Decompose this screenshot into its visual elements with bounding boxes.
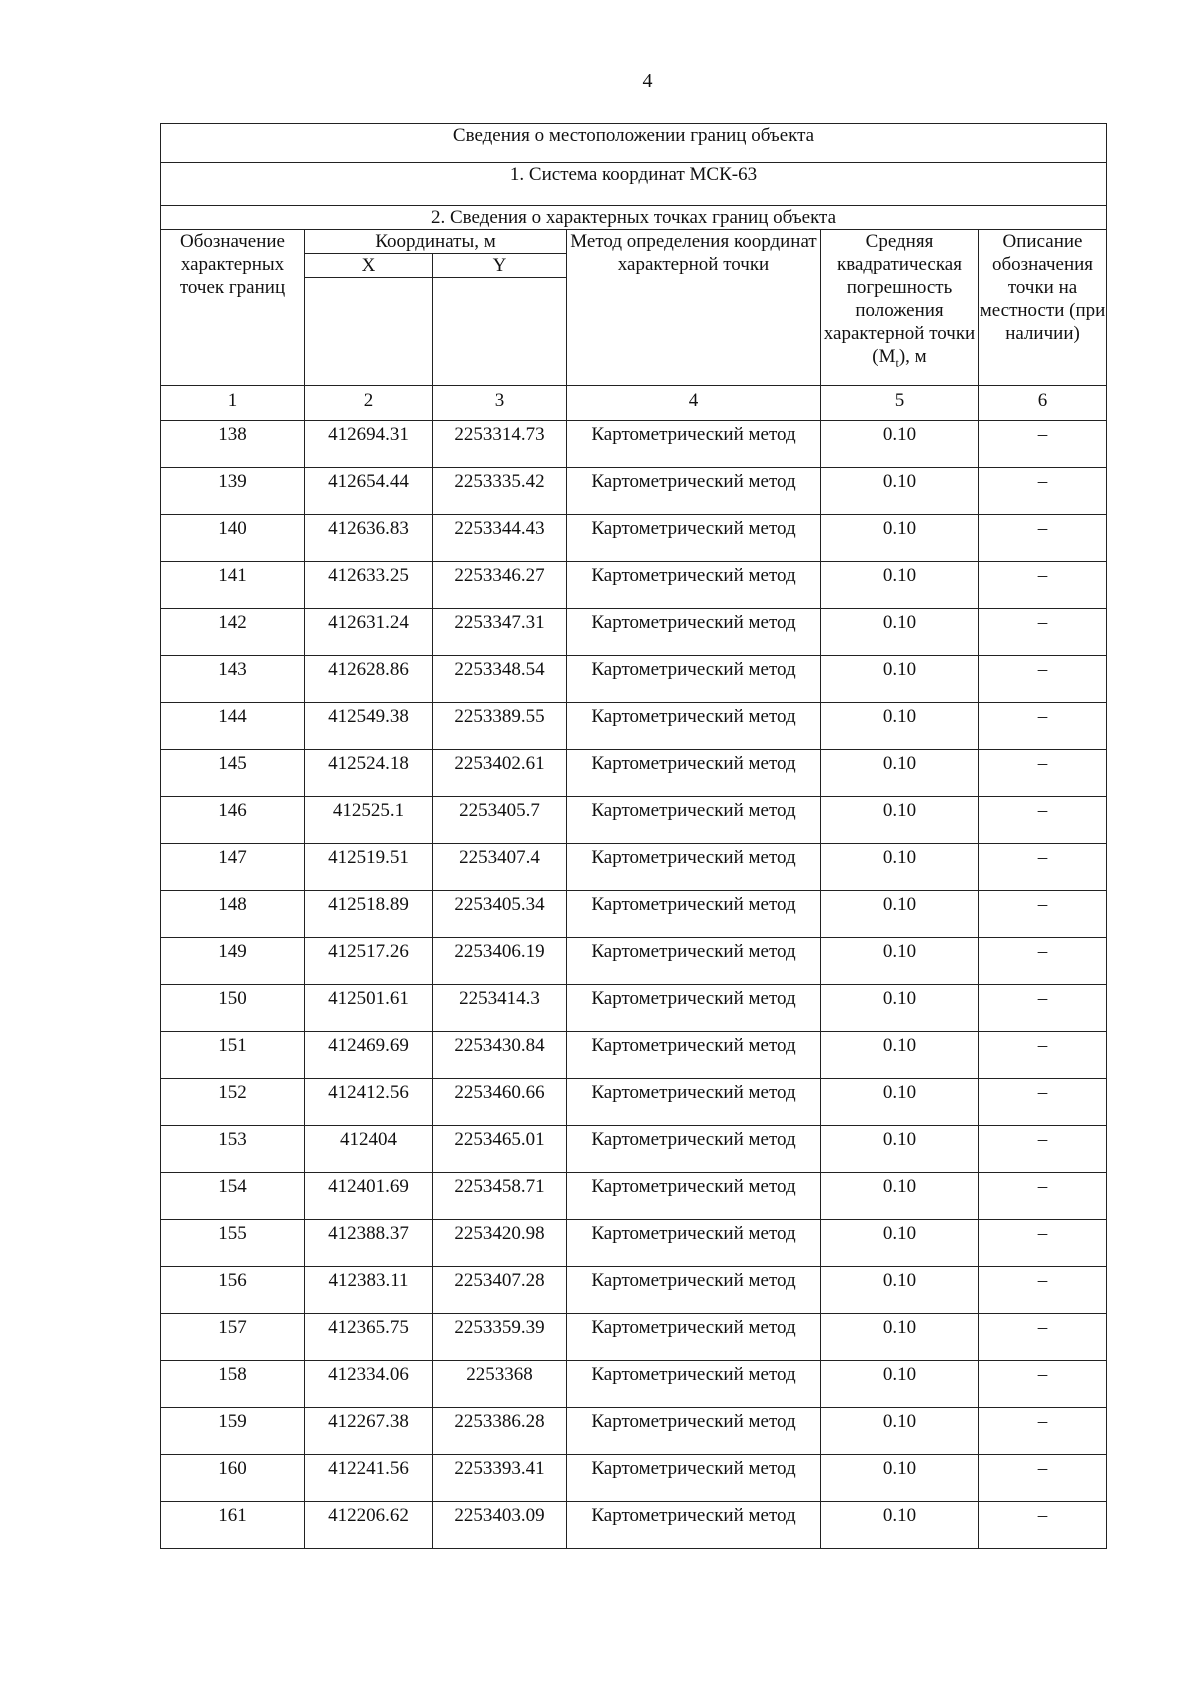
cell-description: – [979,1220,1107,1267]
table-row [161,1455,1107,1502]
header-y-spacer [433,278,567,386]
cell-point-id: 149 [161,938,305,985]
cell-description: – [979,750,1107,797]
cell-coord-x: 412549.38 [305,703,433,750]
cell-coord-y: 2253359.39 [433,1314,567,1361]
table-row [161,703,1107,750]
header-y: Y [433,254,567,278]
cell-error: 0.10 [821,609,979,656]
cell-error: 0.10 [821,656,979,703]
cell-point-id: 152 [161,1079,305,1126]
cell-coord-x: 412365.75 [305,1314,433,1361]
cell-coord-x: 412206.62 [305,1502,433,1549]
cell-method: Картометрический метод [567,938,821,985]
cell-description: – [979,515,1107,562]
cell-point-id: 160 [161,1455,305,1502]
table-row [161,1267,1107,1314]
cell-point-id: 157 [161,1314,305,1361]
cell-coord-x: 412334.06 [305,1361,433,1408]
cell-error: 0.10 [821,1079,979,1126]
cell-coord-y: 2253346.27 [433,562,567,609]
cell-point-id: 145 [161,750,305,797]
header-error-subscript: t [895,355,899,370]
cell-description: – [979,1126,1107,1173]
cell-error: 0.10 [821,844,979,891]
cell-method: Картометрический метод [567,1173,821,1220]
cell-point-id: 150 [161,985,305,1032]
cell-error: 0.10 [821,468,979,515]
cell-coord-x: 412469.69 [305,1032,433,1079]
cell-method: Картометрический метод [567,421,821,468]
cell-coord-x: 412517.26 [305,938,433,985]
cell-error: 0.10 [821,750,979,797]
cell-point-id: 153 [161,1126,305,1173]
cell-method: Картометрический метод [567,1408,821,1455]
cell-method: Картометрический метод [567,1220,821,1267]
cell-method: Картометрический метод [567,609,821,656]
cell-error: 0.10 [821,1361,979,1408]
table-row [161,515,1107,562]
cell-description: – [979,562,1107,609]
cell-coord-y: 2253406.19 [433,938,567,985]
cell-point-id: 138 [161,421,305,468]
column-number: 4 [567,386,821,421]
cell-method: Картометрический метод [567,1079,821,1126]
cell-coord-y: 2253386.28 [433,1408,567,1455]
cell-error: 0.10 [821,938,979,985]
table-row [161,844,1107,891]
cell-coord-x: 412241.56 [305,1455,433,1502]
cell-coord-y: 2253314.73 [433,421,567,468]
cell-coord-y: 2253335.42 [433,468,567,515]
cell-description: – [979,1361,1107,1408]
table-row [161,938,1107,985]
cell-error: 0.10 [821,985,979,1032]
cell-coord-x: 412636.83 [305,515,433,562]
cell-error: 0.10 [821,1502,979,1549]
cell-coord-x: 412518.89 [305,891,433,938]
table-row [161,1173,1107,1220]
coordinate-system: 1. Система координат МСК-63 [161,163,1107,206]
cell-point-id: 146 [161,797,305,844]
cell-coord-y: 2253420.98 [433,1220,567,1267]
column-number: 6 [979,386,1107,421]
header-description: Описание обозначения точки на местности (при наличии) [979,230,1107,386]
cell-coord-x: 412654.44 [305,468,433,515]
cell-point-id: 159 [161,1408,305,1455]
table-row [161,750,1107,797]
cell-point-id: 147 [161,844,305,891]
header-error-text: Средняя квадратическая погрешность положения характерной точки (M [823,231,976,367]
points-section-title: 2. Сведения о характерных точках границ объекта [161,206,1107,230]
cell-error: 0.10 [821,562,979,609]
cell-error: 0.10 [821,515,979,562]
cell-point-id: 161 [161,1502,305,1549]
cell-coord-y: 2253407.28 [433,1267,567,1314]
cell-description: – [979,985,1107,1032]
cell-error: 0.10 [821,797,979,844]
cell-error: 0.10 [821,1408,979,1455]
cell-point-id: 154 [161,1173,305,1220]
header-error [821,230,979,386]
cell-description: – [979,703,1107,750]
cell-coord-x: 412519.51 [305,844,433,891]
cell-description: – [979,797,1107,844]
cell-coord-y: 2253344.43 [433,515,567,562]
cell-coord-x: 412633.25 [305,562,433,609]
cell-error: 0.10 [821,1267,979,1314]
table-row [161,562,1107,609]
cell-description: – [979,656,1107,703]
cell-coord-y: 2253460.66 [433,1079,567,1126]
table-row [161,468,1107,515]
cell-description: – [979,1173,1107,1220]
cell-description: – [979,1502,1107,1549]
cell-description: – [979,1314,1107,1361]
cell-coord-x: 412401.69 [305,1173,433,1220]
cell-error: 0.10 [821,1314,979,1361]
header-x-spacer [305,278,433,386]
cell-method: Картометрический метод [567,1314,821,1361]
cell-coord-x: 412694.31 [305,421,433,468]
cell-coord-x: 412404 [305,1126,433,1173]
header-x: X [305,254,433,278]
cell-coord-y: 2253348.54 [433,656,567,703]
cell-description: – [979,421,1107,468]
cell-point-id: 142 [161,609,305,656]
cell-description: – [979,468,1107,515]
cell-coord-x: 412267.38 [305,1408,433,1455]
cell-error: 0.10 [821,1126,979,1173]
cell-coord-y: 2253414.3 [433,985,567,1032]
cell-point-id: 139 [161,468,305,515]
cell-error: 0.10 [821,1173,979,1220]
header-coordinates: Координаты, м [305,230,567,254]
cell-coord-x: 412412.56 [305,1079,433,1126]
cell-point-id: 141 [161,562,305,609]
cell-method: Картометрический метод [567,468,821,515]
cell-point-id: 151 [161,1032,305,1079]
cell-coord-y: 2253347.31 [433,609,567,656]
table-row [161,1361,1107,1408]
cell-method: Картометрический метод [567,797,821,844]
cell-coord-x: 412524.18 [305,750,433,797]
table-row [161,1032,1107,1079]
table-row [161,1408,1107,1455]
cell-coord-y: 2253389.55 [433,703,567,750]
column-numbers-row [161,386,1107,421]
table-row [161,1126,1107,1173]
cell-coord-y: 2253403.09 [433,1502,567,1549]
cell-coord-y: 2253368 [433,1361,567,1408]
cell-description: – [979,891,1107,938]
cell-method: Картометрический метод [567,985,821,1032]
cell-coord-y: 2253393.41 [433,1455,567,1502]
cell-method: Картометрический метод [567,844,821,891]
table-row [161,656,1107,703]
cell-method: Картометрический метод [567,1267,821,1314]
cell-coord-x: 412631.24 [305,609,433,656]
cell-description: – [979,1267,1107,1314]
cell-method: Картометрический метод [567,703,821,750]
cell-method: Картометрический метод [567,750,821,797]
cell-method: Картометрический метод [567,1502,821,1549]
cell-description: – [979,1079,1107,1126]
column-number: 3 [433,386,567,421]
cell-error: 0.10 [821,1455,979,1502]
cell-method: Картометрический метод [567,562,821,609]
column-number: 5 [821,386,979,421]
cell-description: – [979,1032,1107,1079]
cell-point-id: 143 [161,656,305,703]
cell-method: Картометрический метод [567,515,821,562]
cell-error: 0.10 [821,421,979,468]
cell-coord-y: 2253465.01 [433,1126,567,1173]
table-row [161,797,1107,844]
cell-point-id: 140 [161,515,305,562]
header-error-suffix: ), м [898,346,927,367]
column-number: 2 [305,386,433,421]
cell-coord-y: 2253407.4 [433,844,567,891]
cell-error: 0.10 [821,703,979,750]
table-row [161,1314,1107,1361]
cell-coord-y: 2253405.7 [433,797,567,844]
cell-description: – [979,1455,1107,1502]
boundary-points-table [160,123,1107,1549]
cell-method: Картометрический метод [567,891,821,938]
cell-error: 0.10 [821,1032,979,1079]
table-row [161,421,1107,468]
cell-description: – [979,1408,1107,1455]
cell-method: Картометрический метод [567,1126,821,1173]
cell-description: – [979,609,1107,656]
cell-coord-y: 2253405.34 [433,891,567,938]
header-method: Метод определения координат характерной точки [567,230,821,386]
cell-method: Картометрический метод [567,1455,821,1502]
page-number: 4 [642,70,653,92]
cell-method: Картометрический метод [567,656,821,703]
table-row [161,1220,1107,1267]
cell-description: – [979,844,1107,891]
cell-point-id: 155 [161,1220,305,1267]
cell-coord-x: 412501.61 [305,985,433,1032]
table-row [161,891,1107,938]
cell-coord-x: 412388.37 [305,1220,433,1267]
cell-error: 0.10 [821,1220,979,1267]
cell-point-id: 156 [161,1267,305,1314]
cell-method: Картометрический метод [567,1032,821,1079]
cell-point-id: 144 [161,703,305,750]
cell-coord-y: 2253458.71 [433,1173,567,1220]
cell-coord-x: 412383.11 [305,1267,433,1314]
table-row [161,1502,1107,1549]
cell-description: – [979,938,1107,985]
cell-point-id: 148 [161,891,305,938]
cell-coord-x: 412628.86 [305,656,433,703]
cell-point-id: 158 [161,1361,305,1408]
cell-coord-y: 2253430.84 [433,1032,567,1079]
table-row [161,985,1107,1032]
header-designation: Обозначение характерных точек границ [161,230,305,386]
cell-coord-y: 2253402.61 [433,750,567,797]
cell-error: 0.10 [821,891,979,938]
table-row [161,1079,1107,1126]
table-row [161,609,1107,656]
cell-method: Картометрический метод [567,1361,821,1408]
cell-coord-x: 412525.1 [305,797,433,844]
column-number: 1 [161,386,305,421]
table-title: Сведения о местоположении границ объекта [161,124,1107,163]
